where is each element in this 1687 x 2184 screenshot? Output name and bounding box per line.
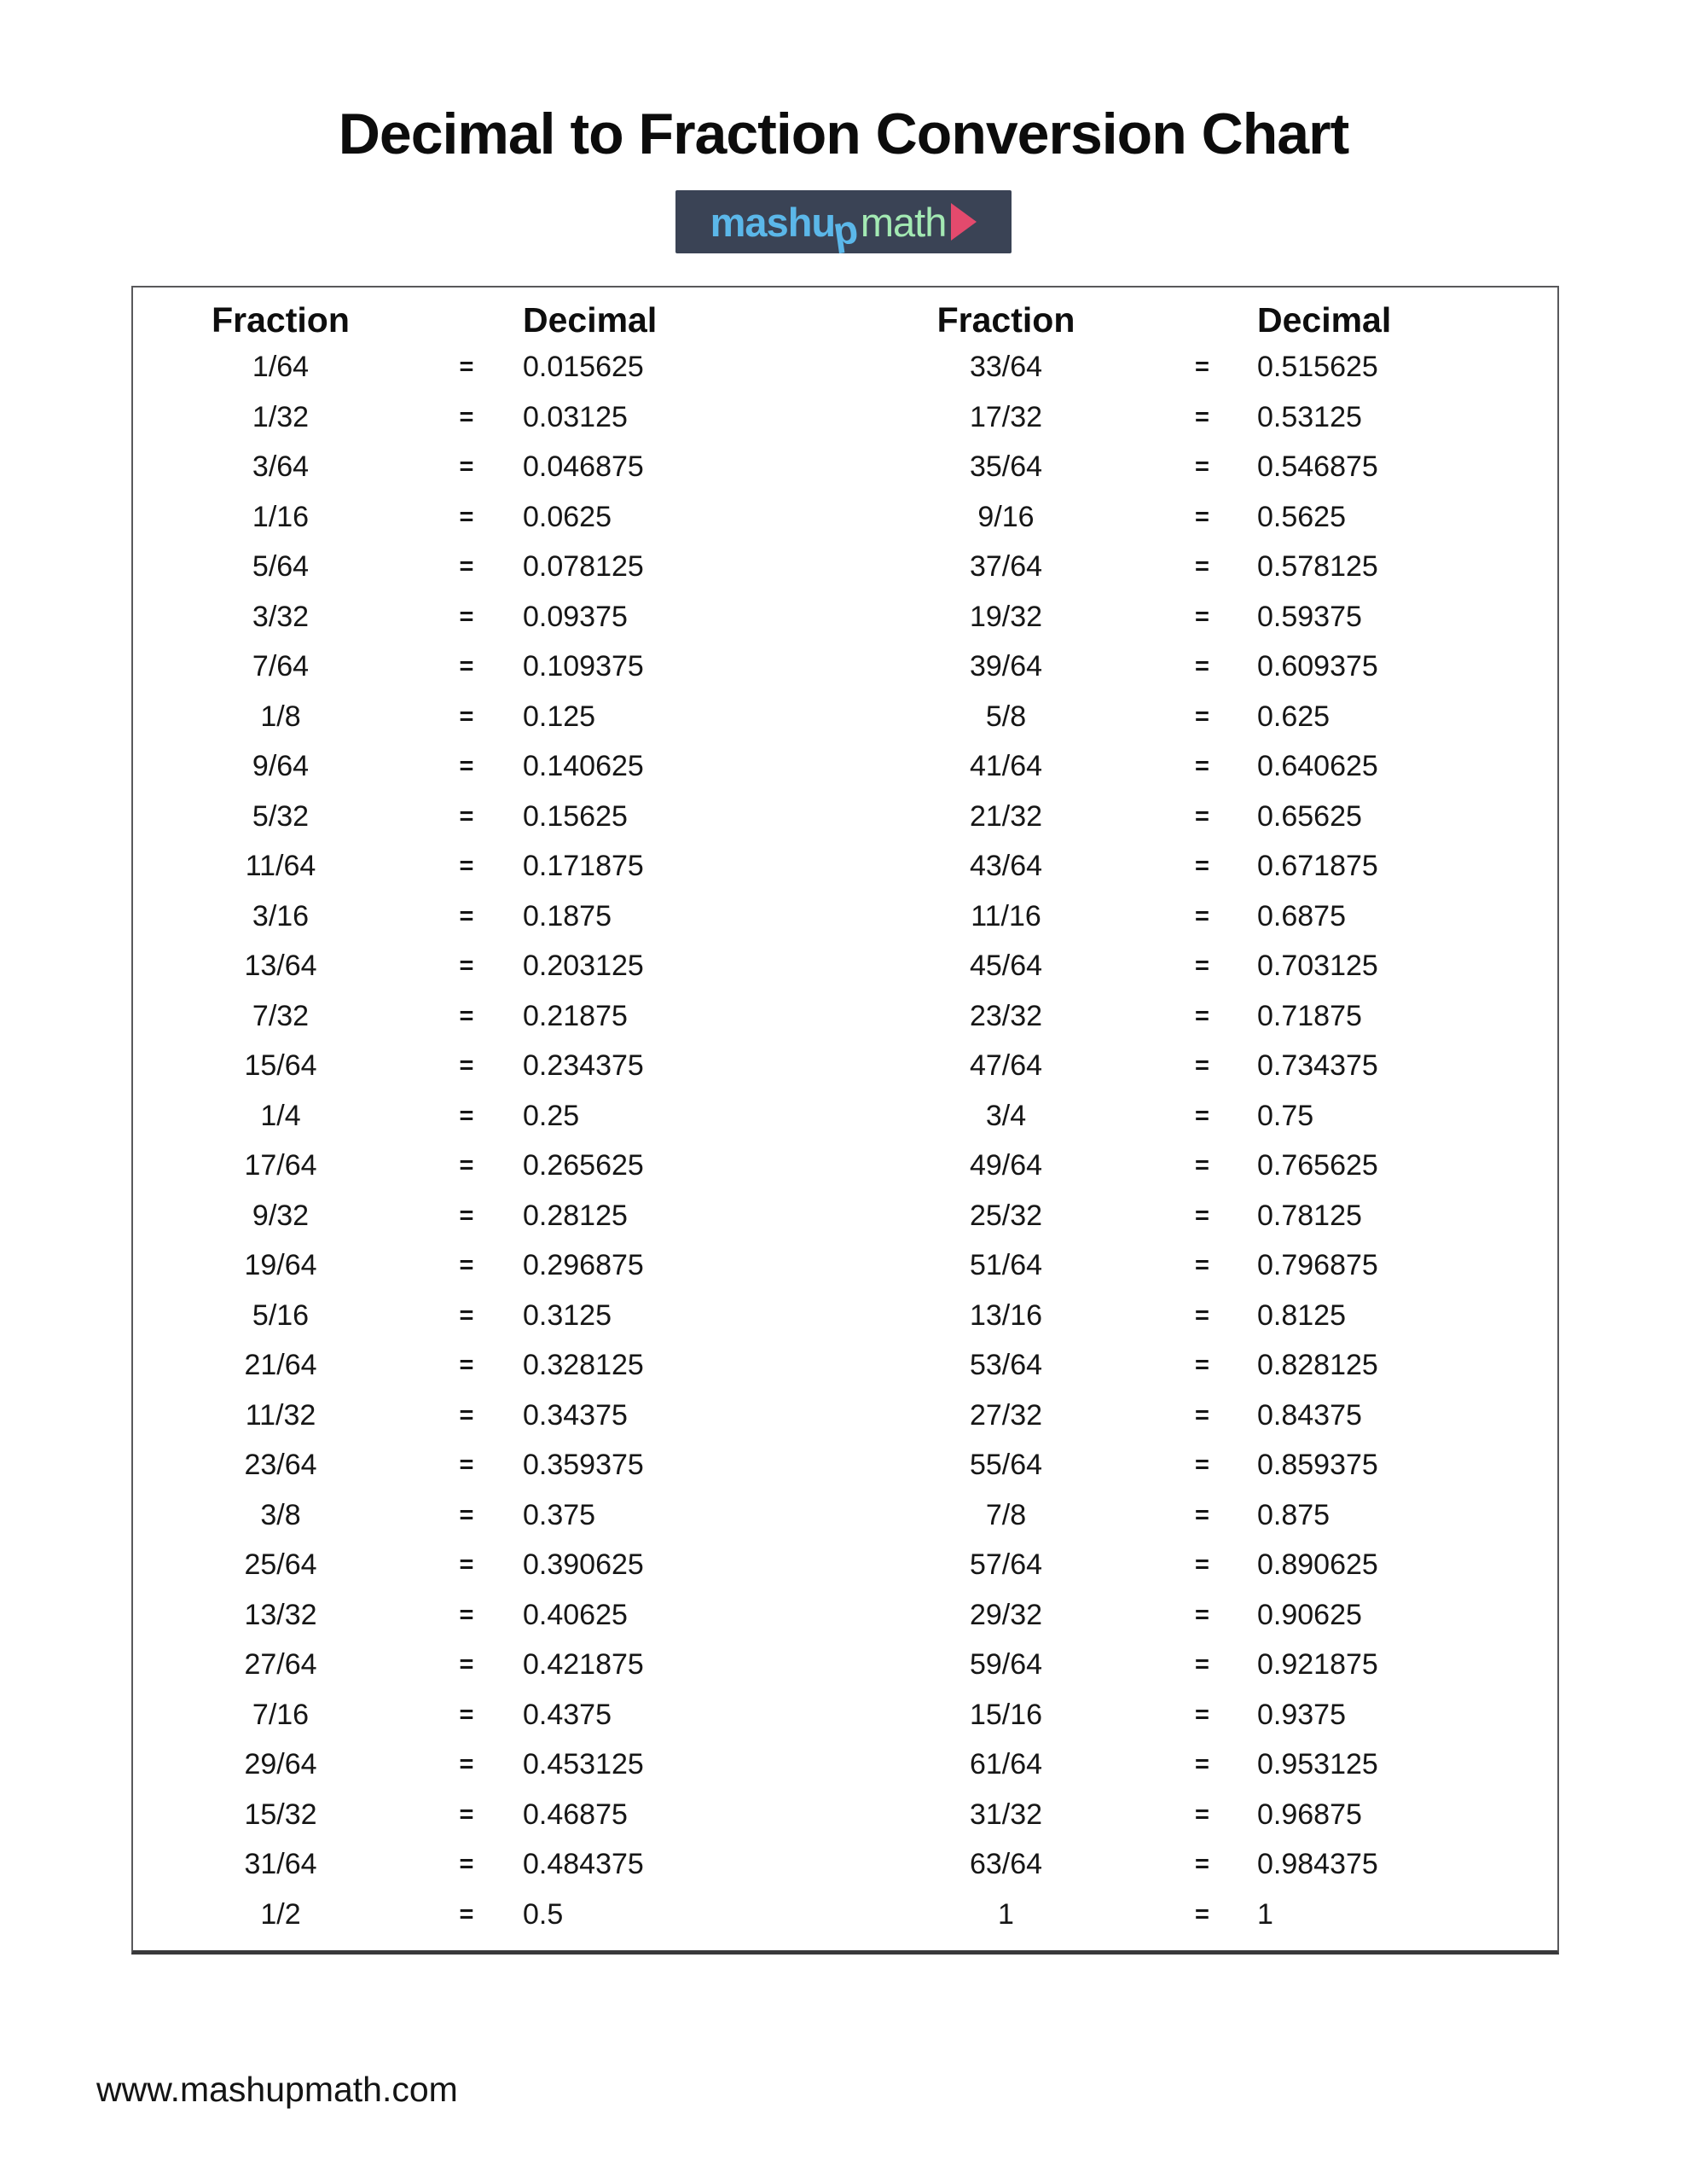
equals-sign: = [1195, 952, 1209, 979]
decimal-cell: 0.40625 [523, 1598, 628, 1631]
decimal-cell: 0.640625 [1257, 750, 1378, 782]
decimal-cell: 0.609375 [1257, 650, 1378, 682]
fraction-cell: 5/16 [252, 1298, 310, 1332]
equals-sign: = [459, 852, 474, 880]
equals-sign: = [459, 1301, 474, 1329]
fraction-cell: 1/32 [252, 400, 310, 433]
column-header-spacer-right [1157, 298, 1247, 342]
decimal-cell: 0.453125 [523, 1748, 644, 1780]
fraction-cell: 15/32 [244, 1798, 317, 1831]
equals-sign: = [1195, 1401, 1209, 1429]
fraction-cell: 21/32 [969, 799, 1043, 833]
decimal-cell: 0.78125 [1257, 1199, 1362, 1232]
decimal-cell: 0.15625 [523, 799, 628, 833]
fraction-cell: 59/64 [969, 1648, 1043, 1681]
mashupmath-logo [675, 190, 1012, 253]
equals-sign: = [1195, 1850, 1209, 1878]
fraction-cell: 5/64 [252, 550, 310, 583]
decimal-cell: 0.484375 [523, 1848, 644, 1880]
fraction-cell: 13/16 [969, 1298, 1043, 1332]
equals-sign: = [459, 702, 474, 730]
decimal-cell: 0.921875 [1257, 1648, 1378, 1681]
equals-sign: = [459, 1700, 474, 1728]
equals-sign: = [459, 1651, 474, 1678]
fraction-cell: 29/64 [244, 1748, 317, 1780]
fraction-cell: 9/64 [252, 750, 310, 782]
equals-sign: = [1195, 1351, 1209, 1379]
equals-sign: = [459, 1600, 474, 1629]
decimal-cell: 0.265625 [523, 1149, 644, 1182]
equals-sign: = [1195, 1751, 1209, 1778]
fraction-cell: 57/64 [969, 1548, 1043, 1581]
fraction-cell: 17/64 [244, 1149, 317, 1182]
fraction-cell: 15/64 [244, 1049, 317, 1082]
decimal-cell: 0.328125 [523, 1349, 644, 1381]
decimal-cell: 0.984375 [1257, 1848, 1378, 1880]
decimal-cell: 0.671875 [1257, 850, 1378, 882]
fraction-cell: 49/64 [969, 1149, 1043, 1182]
page-title: Decimal to Fraction Conversion Chart [338, 102, 1349, 166]
fraction-cell: 35/64 [969, 450, 1043, 483]
decimal-cell: 0.875 [1257, 1498, 1330, 1531]
equals-sign: = [1195, 1252, 1209, 1279]
decimal-cell: 0.578125 [1257, 550, 1378, 583]
decimal-cell: 1 [1257, 1897, 1273, 1931]
equals-sign: = [459, 1152, 474, 1179]
fraction-cell: 43/64 [969, 850, 1043, 882]
fraction-cell: 19/32 [969, 600, 1043, 633]
equals-sign: = [1195, 1052, 1209, 1079]
fraction-cell: 45/64 [969, 950, 1043, 982]
equals-sign: = [1195, 1152, 1209, 1179]
decimal-cell: 0.625 [1257, 700, 1330, 733]
decimal-cell: 0.125 [523, 700, 596, 733]
equals-sign: = [1195, 702, 1209, 730]
equals-sign: = [459, 1551, 474, 1578]
logo-text-math: math [860, 199, 947, 245]
equals-sign: = [459, 1850, 474, 1878]
fraction-cell: 1/8 [260, 700, 301, 733]
decimal-cell: 0.71875 [1257, 999, 1362, 1032]
equals-sign: = [1195, 1451, 1209, 1478]
decimal-cell: 0.390625 [523, 1548, 644, 1581]
fraction-cell: 11/64 [245, 850, 316, 882]
decimal-cell: 0.59375 [1257, 600, 1362, 633]
decimal-cell: 0.5625 [1257, 500, 1346, 533]
equals-sign: = [459, 1900, 474, 1928]
equals-sign: = [1195, 1900, 1209, 1928]
fraction-cell: 9/32 [252, 1199, 310, 1232]
decimal-cell: 0.25 [523, 1099, 580, 1132]
decimal-cell: 0.4375 [523, 1698, 612, 1731]
decimal-cell: 0.9375 [1257, 1698, 1346, 1731]
decimal-cell: 0.0625 [523, 500, 612, 533]
equals-sign: = [459, 802, 474, 830]
decimal-cell: 0.34375 [523, 1398, 628, 1432]
equals-sign: = [1195, 353, 1209, 380]
equals-sign: = [459, 403, 474, 431]
equals-sign: = [459, 1101, 474, 1130]
decimal-cell: 0.171875 [523, 850, 644, 882]
conversion-table-grid [133, 298, 1557, 1939]
decimal-cell: 0.234375 [523, 1049, 644, 1082]
decimal-cell: 0.8125 [1257, 1298, 1346, 1332]
fraction-cell: 7/8 [985, 1498, 1027, 1531]
decimal-cell: 0.53125 [1257, 400, 1362, 433]
fraction-cell: 9/16 [977, 500, 1035, 533]
equals-sign: = [1195, 403, 1209, 431]
equals-sign: = [459, 1052, 474, 1079]
equals-sign: = [459, 502, 474, 531]
fraction-cell: 1/16 [252, 500, 310, 533]
equals-sign: = [1195, 1101, 1209, 1130]
fraction-cell: 7/64 [252, 650, 310, 682]
equals-sign: = [1195, 553, 1209, 580]
decimal-cell: 0.96875 [1257, 1798, 1362, 1831]
decimal-cell: 0.734375 [1257, 1049, 1378, 1082]
equals-sign: = [1195, 1600, 1209, 1629]
equals-sign: = [459, 1201, 474, 1229]
fraction-cell: 11/16 [971, 899, 1041, 932]
fraction-cell: 5/8 [985, 700, 1027, 733]
decimal-cell: 0.546875 [1257, 450, 1378, 483]
decimal-cell: 0.828125 [1257, 1349, 1378, 1381]
fraction-cell: 29/32 [969, 1598, 1043, 1631]
decimal-cell: 0.953125 [1257, 1748, 1378, 1780]
decimal-cell: 0.28125 [523, 1199, 628, 1232]
decimal-cell: 0.1875 [523, 899, 612, 932]
fraction-cell: 7/32 [252, 999, 310, 1032]
equals-sign: = [459, 1800, 474, 1828]
equals-sign: = [1195, 1800, 1209, 1828]
decimal-cell: 0.140625 [523, 750, 644, 782]
fraction-cell: 7/16 [252, 1698, 310, 1731]
fraction-cell: 13/32 [244, 1598, 317, 1631]
decimal-cell: 0.421875 [523, 1648, 644, 1681]
equals-sign: = [459, 453, 474, 480]
equals-sign: = [1195, 1201, 1209, 1229]
fraction-cell: 53/64 [969, 1349, 1043, 1381]
equals-sign: = [1195, 852, 1209, 880]
fraction-cell: 3/8 [260, 1498, 301, 1531]
fraction-cell: 3/4 [985, 1099, 1027, 1132]
equals-sign: = [1195, 802, 1209, 830]
equals-sign: = [459, 952, 474, 979]
logo-text-p: p [830, 205, 861, 254]
equals-sign: = [1195, 653, 1209, 680]
fraction-cell: 63/64 [969, 1848, 1043, 1880]
column-header-decimal-left: Decimal [523, 300, 658, 340]
column-header-fraction-left: Fraction [212, 300, 350, 340]
play-triangle-icon [951, 203, 977, 241]
decimal-cell: 0.296875 [523, 1249, 644, 1281]
fraction-cell: 61/64 [969, 1748, 1043, 1780]
fraction-cell: 47/64 [969, 1049, 1043, 1082]
logo-text-mashu: mashu [710, 199, 836, 245]
fraction-cell: 19/64 [244, 1249, 317, 1281]
column-header-decimal-right: Decimal [1257, 300, 1392, 340]
equals-sign: = [459, 653, 474, 680]
decimal-cell: 0.46875 [523, 1798, 628, 1831]
equals-sign: = [459, 1751, 474, 1778]
fraction-cell: 3/32 [252, 600, 310, 633]
equals-sign: = [459, 553, 474, 580]
decimal-cell: 0.375 [523, 1498, 596, 1531]
fraction-cell: 25/32 [969, 1199, 1043, 1232]
equals-sign: = [1195, 1651, 1209, 1678]
decimal-cell: 0.359375 [523, 1449, 644, 1481]
fraction-cell: 3/64 [252, 450, 310, 483]
decimal-cell: 0.796875 [1257, 1249, 1378, 1281]
fraction-cell: 51/64 [969, 1249, 1043, 1281]
fraction-cell: 21/64 [244, 1349, 317, 1381]
fraction-cell: 5/32 [252, 799, 310, 833]
fraction-cell: 33/64 [969, 351, 1043, 383]
column-header-spacer-left [428, 298, 505, 342]
equals-sign: = [459, 1501, 474, 1529]
decimal-cell: 0.90625 [1257, 1598, 1362, 1631]
decimal-cell: 0.203125 [523, 950, 644, 982]
equals-sign: = [1195, 1301, 1209, 1329]
decimal-cell: 0.890625 [1257, 1548, 1378, 1581]
decimal-cell: 0.109375 [523, 650, 644, 682]
decimal-cell: 0.515625 [1257, 351, 1378, 383]
equals-sign: = [459, 1002, 474, 1030]
equals-sign: = [1195, 752, 1209, 780]
equals-sign: = [1195, 1002, 1209, 1030]
equals-sign: = [459, 602, 474, 630]
equals-sign: = [1195, 453, 1209, 480]
fraction-cell: 1/4 [260, 1099, 301, 1132]
fraction-cell: 25/64 [244, 1548, 317, 1581]
fraction-cell: 27/32 [969, 1398, 1043, 1432]
decimal-cell: 0.09375 [523, 600, 628, 633]
fraction-cell: 55/64 [969, 1449, 1043, 1481]
fraction-cell: 31/64 [244, 1848, 317, 1880]
equals-sign: = [459, 353, 474, 380]
equals-sign: = [1195, 1551, 1209, 1578]
fraction-cell: 13/64 [244, 950, 317, 982]
decimal-cell: 0.015625 [523, 351, 644, 383]
equals-sign: = [459, 1401, 474, 1429]
fraction-cell: 41/64 [969, 750, 1043, 782]
decimal-cell: 0.3125 [523, 1298, 612, 1332]
decimal-cell: 0.046875 [523, 450, 644, 483]
fraction-cell: 27/64 [244, 1648, 317, 1681]
fraction-cell: 3/16 [252, 899, 310, 932]
fraction-cell: 23/32 [969, 999, 1043, 1032]
equals-sign: = [1195, 602, 1209, 630]
fraction-cell: 1/64 [252, 351, 310, 383]
equals-sign: = [459, 902, 474, 930]
fraction-cell: 1/2 [260, 1897, 301, 1931]
equals-sign: = [459, 1252, 474, 1279]
decimal-cell: 0.75 [1257, 1099, 1314, 1132]
decimal-cell: 0.84375 [1257, 1398, 1362, 1432]
decimal-cell: 0.703125 [1257, 950, 1378, 982]
website-url: www.mashupmath.com [96, 2070, 458, 2109]
equals-sign: = [1195, 1700, 1209, 1728]
column-header-fraction-right: Fraction [936, 300, 1075, 340]
equals-sign: = [459, 752, 474, 780]
decimal-cell: 0.5 [523, 1897, 564, 1931]
decimal-cell: 0.6875 [1257, 899, 1346, 932]
fraction-cell: 17/32 [969, 400, 1043, 433]
decimal-cell: 0.078125 [523, 550, 644, 583]
equals-sign: = [1195, 502, 1209, 531]
fraction-cell: 11/32 [245, 1398, 316, 1432]
decimal-cell: 0.765625 [1257, 1149, 1378, 1182]
decimal-cell: 0.03125 [523, 400, 628, 433]
equals-sign: = [459, 1351, 474, 1379]
fraction-cell: 31/32 [969, 1798, 1043, 1831]
fraction-cell: 23/64 [244, 1449, 317, 1481]
decimal-cell: 0.859375 [1257, 1449, 1378, 1481]
fraction-cell: 1 [998, 1897, 1014, 1931]
decimal-cell: 0.21875 [523, 999, 628, 1032]
fraction-cell: 15/16 [969, 1698, 1043, 1731]
decimal-cell: 0.65625 [1257, 799, 1362, 833]
equals-sign: = [1195, 1501, 1209, 1529]
fraction-cell: 39/64 [969, 650, 1043, 682]
conversion-table [131, 286, 1559, 1955]
fraction-cell: 37/64 [969, 550, 1043, 583]
equals-sign: = [459, 1451, 474, 1478]
equals-sign: = [1195, 902, 1209, 930]
